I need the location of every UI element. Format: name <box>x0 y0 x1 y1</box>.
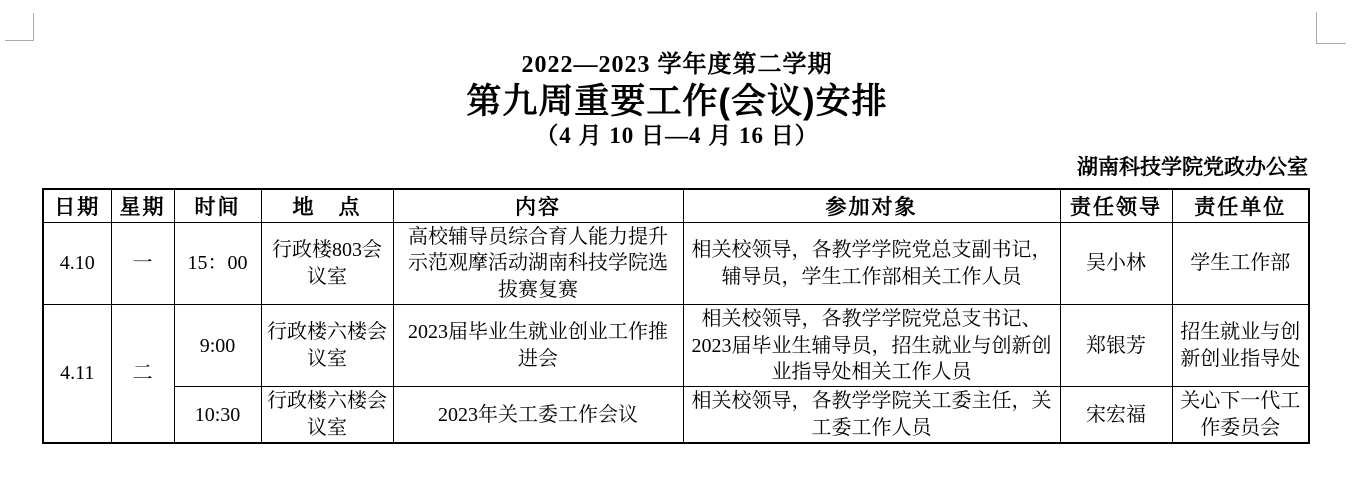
header-participants: 参加对象 <box>683 189 1060 223</box>
participants-cell: 相关校领导，各教学学院党总支副书记，辅导员，学生工作部相关工作人员 <box>683 223 1060 305</box>
unit-cell: 学生工作部 <box>1172 223 1309 305</box>
unit-cell: 招生就业与创新创业指导处 <box>1172 305 1309 387</box>
doc-main-title: 第九周重要工作(会议)安排 <box>466 82 888 121</box>
content-cell: 2023年关工委工作会议 <box>393 387 683 443</box>
header-date: 日期 <box>43 189 111 223</box>
time-cell: 15：00 <box>174 223 261 305</box>
table-header-row <box>43 189 1309 223</box>
header-weekday: 星期 <box>111 189 174 223</box>
header-unit: 责任单位 <box>1172 189 1309 223</box>
unit-cell: 关心下一代工作委员会 <box>1172 387 1309 443</box>
location-cell: 行政楼六楼会议室 <box>261 387 393 443</box>
schedule-table <box>42 188 1310 444</box>
table-row <box>43 305 1309 387</box>
content-cell: 高校辅导员综合育人能力提升示范观摩活动湖南科技学院选拔赛复赛 <box>393 223 683 305</box>
location-cell: 行政楼六楼会议室 <box>261 305 393 387</box>
doc-date-range: （4 月 10 日—4 月 16 日） <box>535 123 819 148</box>
content-cell: 2023届毕业生就业创业工作推进会 <box>393 305 683 387</box>
table-row <box>43 387 1309 443</box>
page-corner-mark-left <box>5 13 34 41</box>
time-cell: 9:00 <box>174 305 261 387</box>
header-content: 内容 <box>393 189 683 223</box>
date-cell: 4.11 <box>43 305 111 443</box>
header-leader: 责任领导 <box>1060 189 1172 223</box>
table-row <box>43 223 1309 305</box>
participants-cell: 相关校领导，各教学学院关工委主任，关工委工作人员 <box>683 387 1060 443</box>
leader-cell: 宋宏福 <box>1060 387 1172 443</box>
time-cell: 10:30 <box>174 387 261 443</box>
leader-cell: 吴小林 <box>1060 223 1172 305</box>
header-location: 地 点 <box>261 189 393 223</box>
date-cell: 4.10 <box>43 223 111 305</box>
leader-cell: 郑银芳 <box>1060 305 1172 387</box>
weekday-cell: 二 <box>111 305 174 443</box>
page-corner-mark-right <box>1316 12 1346 44</box>
doc-office-byline: 湖南科技学院党政办公室 <box>1077 155 1308 179</box>
participants-cell: 相关校领导，各教学学院党总支书记、2023届毕业生辅导员，招生就业与创新创业指导处相关工作人员 <box>683 305 1060 387</box>
weekday-cell: 一 <box>111 223 174 305</box>
location-cell: 行政楼803会议室 <box>261 223 393 305</box>
header-time: 时间 <box>174 189 261 223</box>
doc-subtitle-semester: 2022—2023 学年度第二学期 <box>521 52 833 78</box>
